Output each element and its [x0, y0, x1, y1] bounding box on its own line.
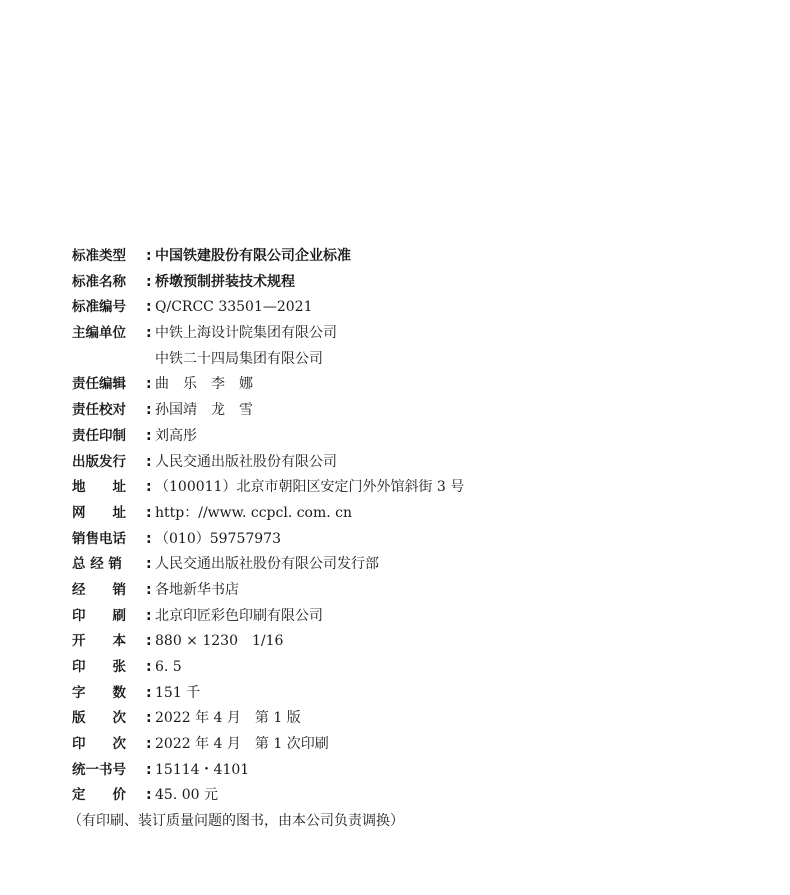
price-label: 定 价: [72, 787, 126, 804]
distributor-value: 各地新华书店: [155, 581, 239, 598]
price-value: 45. 00 元: [155, 787, 218, 804]
edition-value: 2022 年 4 月 第 1 版: [155, 710, 301, 727]
row-chief-editor-unit-2: [72, 347, 772, 373]
general-distributor-value: 人民交通出版社股份有限公司发行部: [155, 556, 379, 573]
row-edition: 版 次 : 2022 年 4 月 第 1 版: [72, 706, 772, 732]
row-proofreader: 责任校对 : 孙国靖 龙 雪: [72, 398, 772, 424]
row-chief-editor-unit: 主编单位 : 中铁上海设计院集团有限公司: [72, 321, 772, 347]
book-number-label: 统一书号: [72, 761, 126, 778]
row-format: 开 本 : 880 × 1230 1/16: [72, 629, 772, 655]
proofreader-value: 孙国靖 龙 雪: [155, 402, 253, 419]
chief-editor-unit-value: 中铁上海设计院集团有限公司: [155, 325, 337, 342]
row-editor: 责任编辑 : 曲 乐 李 娜: [72, 372, 772, 398]
row-distributor: 经 销 : 各地新华书店: [72, 578, 772, 604]
row-sheets: 印 张 : 6. 5: [72, 655, 772, 681]
format-label: 开 本: [72, 633, 126, 650]
row-price: 定 价 : 45. 00 元: [72, 783, 772, 809]
impression-label: 印 次: [72, 736, 126, 753]
colophon: [68, 244, 772, 835]
standard-type-value: 中国铁建股份有限公司企业标准: [155, 248, 351, 264]
website-value: http：//www. ccpcl. com. cn: [155, 504, 353, 521]
editor-value: 曲 乐 李 娜: [155, 376, 253, 393]
word-count-value: 151 千: [155, 684, 201, 701]
row-word-count: 字 数 : 151 千: [72, 681, 772, 707]
row-print-supervisor: 责任印制 : 刘高彤: [72, 424, 772, 450]
general-distributor-label: 总 经 销: [72, 556, 122, 573]
sales-phone-value: （010）59757973: [155, 530, 281, 547]
proofreader-label: 责任校对: [72, 402, 126, 419]
standard-name-label: 标准名称: [72, 273, 126, 290]
row-general-distributor: 总 经 销 : 人民交通出版社股份有限公司发行部: [72, 552, 772, 578]
row-publisher: 出版发行 : 人民交通出版社股份有限公司: [72, 450, 772, 476]
row-standard-type: 标准类型 : 中国铁建股份有限公司企业标准: [72, 244, 772, 270]
standard-name-value: 桥墩预制拼装技术规程: [155, 273, 295, 290]
website-label: 网 址: [72, 504, 126, 521]
quality-note: （有印刷、装订质量问题的图书，由本公司负责调换）: [68, 813, 404, 830]
sales-phone-label: 销售电话: [72, 530, 126, 547]
address-value: （100011）北京市朝阳区安定门外外馆斜街 3 号: [155, 479, 465, 496]
format-value: 880 × 1230 1/16: [155, 633, 284, 650]
chief-editor-unit-label: 主编单位: [72, 325, 126, 342]
word-count-label: 字 数: [72, 684, 126, 701]
standard-type-label: 标准类型: [72, 248, 126, 264]
address-label: 地 址: [72, 479, 126, 496]
row-standard-name: 标准名称 : 桥墩预制拼装技术规程: [72, 270, 772, 296]
edition-label: 版 次: [72, 710, 126, 727]
row-impression: 印 次 : 2022 年 4 月 第 1 次印刷: [72, 732, 772, 758]
sheets-value: 6. 5: [155, 659, 182, 675]
row-address: 地 址 : （100011）北京市朝阳区安定门外外馆斜街 3 号: [72, 475, 772, 501]
chief-editor-unit-value-2: 中铁二十四局集团有限公司: [155, 350, 323, 367]
impression-value: 2022 年 4 月 第 1 次印刷: [155, 736, 329, 753]
book-number-value: 15114・4101: [155, 761, 250, 778]
row-book-number: 统一书号 : 15114・4101: [72, 758, 772, 784]
editor-label: 责任编辑: [72, 376, 126, 393]
printer-label: 印 刷: [72, 607, 126, 624]
row-standard-number: 标准编号 : Q/CRCC 33501—2021: [72, 295, 772, 321]
publisher-label: 出版发行: [72, 453, 126, 470]
row-website: 网 址 : http：//www. ccpcl. com. cn: [72, 501, 772, 527]
printer-value: 北京印匠彩色印刷有限公司: [155, 607, 323, 624]
standard-number-label: 标准编号: [72, 299, 126, 316]
standard-number-value: Q/CRCC 33501—2021: [155, 299, 313, 316]
print-supervisor-label: 责任印制: [72, 427, 126, 444]
print-supervisor-value: 刘高彤: [155, 427, 197, 444]
sheets-label: 印 张: [72, 659, 126, 675]
publisher-value: 人民交通出版社股份有限公司: [155, 453, 337, 470]
row-sales-phone: 销售电话 : （010）59757973: [72, 527, 772, 553]
distributor-label: 经 销: [72, 581, 126, 598]
row-printer: 印 刷 : 北京印匠彩色印刷有限公司: [72, 604, 772, 630]
